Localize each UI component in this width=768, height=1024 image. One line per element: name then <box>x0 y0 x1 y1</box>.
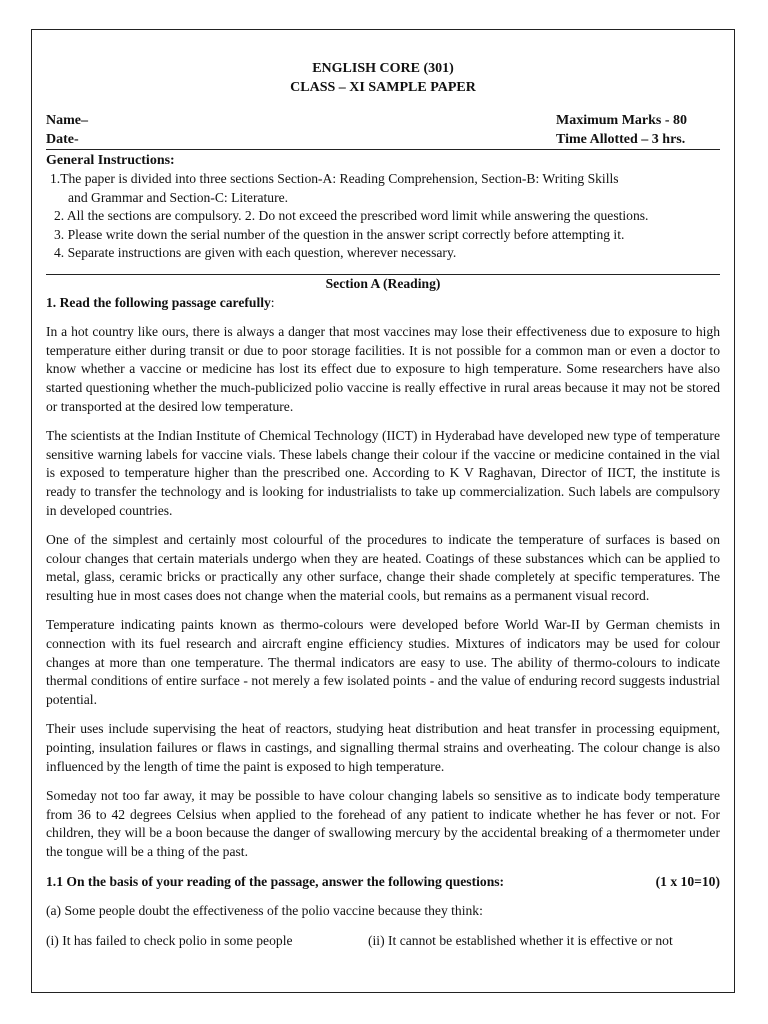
page-content <box>46 59 720 950</box>
name-label: Name– <box>46 113 88 128</box>
instruction-1-line1: 1.The paper is divided into three sections Section-A: Reading Comprehension, Section-B: Writing Skills <box>50 171 619 186</box>
option-ii: (ii) It cannot be established whether it is effective or not <box>368 932 673 948</box>
instruction-4: 4. Separate instructions are given with each question, wherever necessary. <box>54 245 457 261</box>
option-i: (i) It has failed to check polio in some people <box>46 932 293 948</box>
question-1-1-text: 1.1 On the basis of your reading of the passage, answer the following questions: <box>46 873 505 889</box>
question-1-1-row <box>46 873 720 892</box>
passage-paragraph: Their uses include supervising the heat of reactors, studying heat distribution and heat transfer in processing equipment, pointing, insulation failures or flaws in castings, and signalling thermal strains and overheating. The colour change is also influenced by the length of time the paint is exposed to high temperature. <box>46 721 720 774</box>
passage-paragraph: In a hot country like ours, there is always a danger that most vaccines may lose their effectiveness due to exposure to high temperature either during transit or due to poor storage facilities. It is not possible for a common man or even a doctor to know whether a vaccine or medicine has lost its effect due to exposure to high temperature. Some researchers have also started questioning whether the much-publicized polio vaccine is really effective in rural areas because it may not be stored or transported at the desired low temperature. <box>46 324 720 414</box>
question-a-text: (a) Some people doubt the effectiveness of the polio vaccine because they think: <box>46 903 483 919</box>
question-1-colon: : <box>270 294 275 310</box>
question-a-options <box>46 932 720 951</box>
passage-paragraph: The scientists at the Indian Institute of Chemical Technology (IICT) in Hyderabad have developed new type of temperature sensitive warning labels for vaccine vials. These labels change their colour if the vaccine or medicine contained in the vial is exposed to temperature higher than the prescribed one. According to K V Raghavan, Director of IICT, the institute is ready to transfer the technology and is looking for industrialists to take up commercialization. Such labels are compulsory in developed countries. <box>46 428 720 518</box>
time-allotted: Time Allotted – 3 hrs. <box>556 132 686 147</box>
instruction-3: 3. Please write down the serial number of the question in the answer script correctly before attempting it. <box>54 226 625 242</box>
instruction-1 <box>46 170 720 207</box>
name-marks-row <box>46 111 720 130</box>
paper-page <box>31 29 735 993</box>
question-1-title: 1. Read the following passage carefully <box>46 294 271 310</box>
passage-paragraph: Someday not too far away, it may be possible to have colour changing labels so sensitive as to indicate body temperature from 36 to 42 degrees Celsius when applied to the forehead of any patient to indicate whether he has fever or not. For children, they will be a boon because the danger of swallowing mercury by the accidental breaking of a thermometer under the tongue will be a thing of the past. <box>46 788 720 859</box>
question-1-1-marks: (1 x 10=10) <box>655 873 720 889</box>
instruction-1-line2: and Grammar and Section-C: Literature. <box>68 189 289 205</box>
subject-title: ENGLISH CORE (301) <box>312 61 454 76</box>
instructions-heading: General Instructions: <box>46 153 175 168</box>
max-marks: Maximum Marks - 80 <box>556 113 688 128</box>
section-heading: Section A (Reading) <box>325 275 441 291</box>
date-time-row <box>46 130 720 149</box>
passage-paragraph: One of the simplest and certainly most colourful of the procedures to indicate the temperature of surfaces is based on colour changes that certain materials undergo when they are heated. Coatings of these substances which can be applied to metal, glass, ceramic bricks or practically any other surface, change their shade completely at specific temperatures. The resulting hue in most cases does not change when the material cools, but remains as a permanent visual record. <box>46 532 720 603</box>
paper-title: CLASS – XI SAMPLE PAPER <box>290 80 476 95</box>
instruction-2: 2. All the sections are compulsory. 2. Do not exceed the prescribed word limit while answering the questions. <box>54 208 649 224</box>
header-divider <box>46 149 720 150</box>
date-label: Date- <box>46 132 79 147</box>
passage-paragraph: Temperature indicating paints known as thermo-colours were developed before World War-II by German chemists in connection with its fuel research and aircraft engine efficiency studies. Mixtures of indicators may be used for colour changes at more than one temperature. The thermal indicators are easy to use. The ability of thermo-colours to indicate thermal conditions of entire surface - not merely a few isolated points - and the value of enduring record suggests industrial potential. <box>46 617 720 707</box>
question-1-heading <box>46 294 720 313</box>
